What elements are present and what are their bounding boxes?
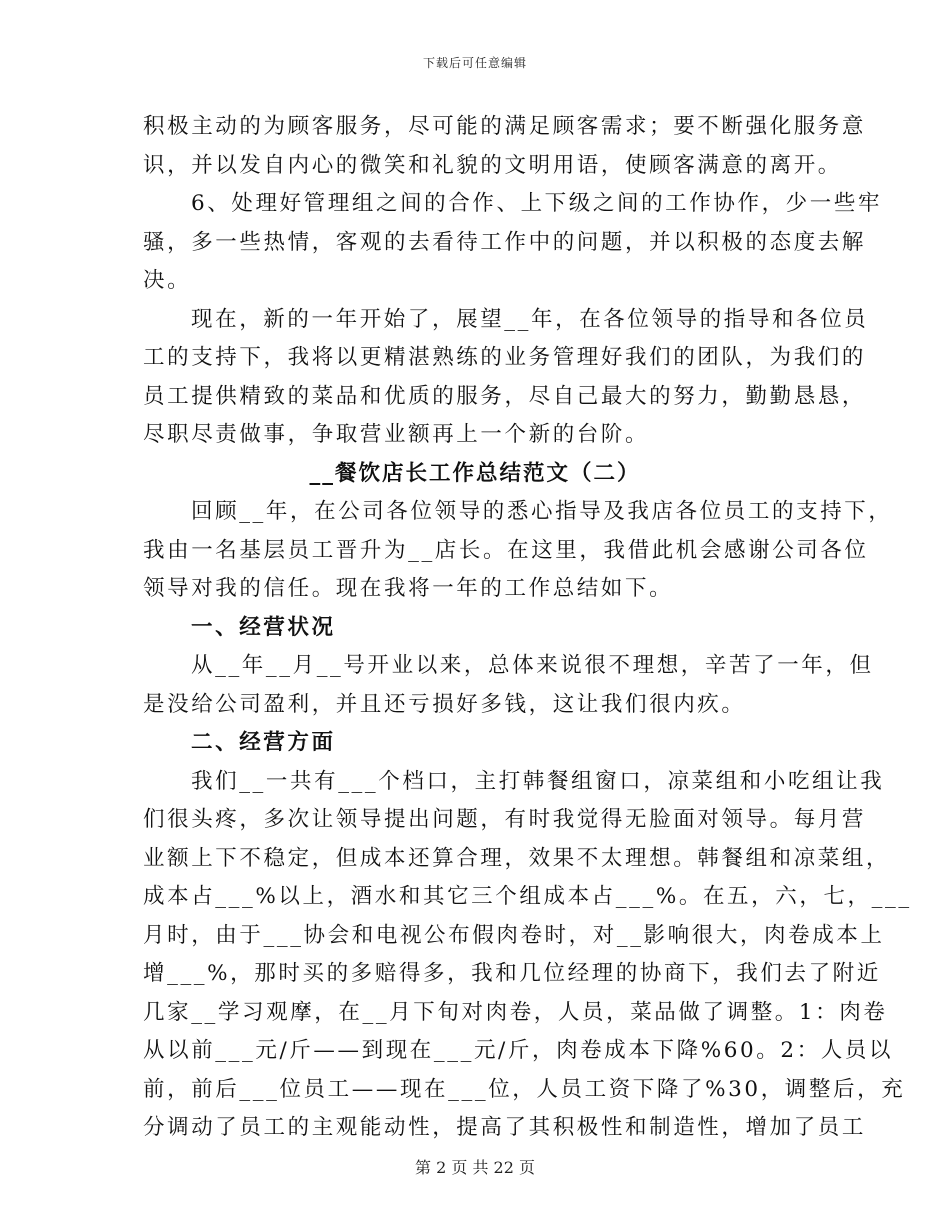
text-line: 从以前___元/斤——到现在___元/斤，肉卷成本下降%60。2：人员以 xyxy=(143,1038,894,1063)
text-line: 识，并以发自内心的微笑和礼貌的文明用语，使顾客满意的离开。 xyxy=(143,152,842,178)
header-note: 下载后可任意编辑 xyxy=(422,56,527,70)
paragraph-outlook xyxy=(143,301,869,455)
text-line: 6、处理好管理组之间的合作、上下级之间的工作协作，少一些牢 xyxy=(191,191,883,216)
text-line: 积极主动的为顾客服务，尽可能的满足顾客需求；要不断强化服务意 xyxy=(143,114,867,139)
text-line: 领导对我的信任。现在我将一年的工作总结如下。 xyxy=(143,576,674,601)
text-line: 分调动了员工的主观能动性，提高了其积极性和制造性，增加了员工 xyxy=(143,1115,867,1140)
section-title: __餐饮店长工作总结范文（二） xyxy=(309,460,641,486)
text-line: 工的支持下，我将以更精湛熟练的业务管理好我们的团队，为我们的 xyxy=(143,345,867,370)
text-line: 成本占___%以上，酒水和其它三个组成本占___%。在五，六，七，___ xyxy=(143,884,912,909)
heading-operations-status: 一、经营状况 xyxy=(191,614,336,640)
text-line: 我由一名基层员工晋升为__店长。在这里，我借此机会感谢公司各位 xyxy=(143,537,869,563)
text-line: 们很头疼，多次让领导提出问题，有时我觉得无脸面对领导。每月营 xyxy=(143,807,867,832)
text-line: 是没给公司盈利，并且还亏损好多钱，这让我们很内疚。 xyxy=(143,691,746,717)
text-line: 尽职尽责做事，争取营业额再上一个新的台阶。 xyxy=(143,422,650,447)
text-line: 现在，新的一年开始了，展望__年，在各位领导的指导和各位员 xyxy=(191,306,869,332)
text-line: 从__年__月__号开业以来，总体来说很不理想，辛苦了一年，但 xyxy=(191,653,874,678)
paragraph-operations-status xyxy=(143,647,874,724)
text-line: 决。 xyxy=(143,268,192,293)
text-line: 员工提供精致的菜品和优质的服务，尽自己最大的努力，勤勤恳恳， xyxy=(143,383,867,409)
text-line: 骚，多一些热情，客观的去看待工作中的问题，并以积极的态度去解 xyxy=(143,229,867,255)
heading-operations-aspects: 二、经营方面 xyxy=(191,730,336,755)
text-line: 几家__学习观摩，在__月下旬对肉卷，人员，菜品做了调整。1：肉卷 xyxy=(143,999,888,1025)
text-line: 业额上下不稳定，但成本还算合理，效果不太理想。韩餐组和凉菜组， xyxy=(143,845,891,871)
text-line: 前，前后___位员工——现在___位，人员工资下降了%30，调整后，充 xyxy=(143,1076,906,1102)
paragraph-intro xyxy=(143,493,893,609)
paragraph-continued xyxy=(143,108,867,185)
paragraph-operations-aspects xyxy=(143,763,912,1148)
text-line: 回顾__年，在公司各位领导的悉心指导及我店各位员工的支持下， xyxy=(191,499,893,524)
text-line: 月时，由于___协会和电视公布假肉卷时，对__影响很大，肉卷成本上 xyxy=(143,922,885,948)
page-number-footer: 第 2 页 共 22 页 xyxy=(415,1158,535,1177)
document-body xyxy=(143,108,912,1148)
text-line: 我们__一共有___个档口，主打韩餐组窗口，凉菜组和小吃组让我 xyxy=(191,768,885,794)
text-line: 增___%，那时买的多赔得多，我和几位经理的协商下，我们去了附近 xyxy=(143,961,881,986)
paragraph-item-6 xyxy=(143,185,883,301)
